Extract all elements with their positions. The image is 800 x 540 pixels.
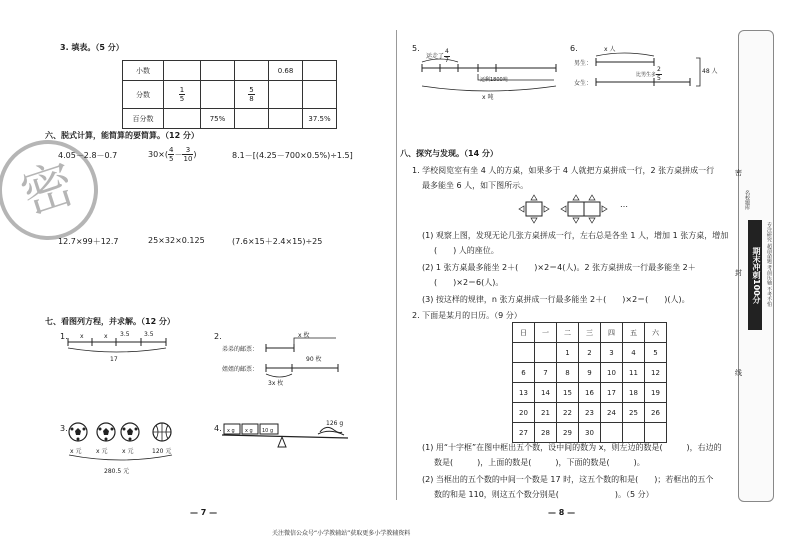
cal-cell: 1 — [557, 343, 579, 363]
s8-c1-line2: 数是( )，上面的数是( )，下面的数是( )。 — [434, 458, 645, 467]
fill-table — [122, 60, 337, 129]
soccer-ball-icon — [120, 422, 140, 442]
calc-expr-6: (7.6×15＋2.4×15)÷25 — [232, 237, 323, 246]
table-diagram — [516, 194, 656, 224]
p1-x2: x — [104, 333, 108, 340]
cal-cell: 2 — [579, 343, 601, 363]
cal-cell: 27 — [513, 423, 535, 443]
cal-cell: 19 — [645, 383, 667, 403]
cal-cell: 12 — [645, 363, 667, 383]
row-label-decimal: 小数 — [123, 61, 164, 81]
s8-sub2-line1: (2) 1 张方桌最多能坐 2＋( )×2＝4(人)。2 张方桌拼成一行最多能坐 2＋ — [422, 263, 696, 272]
q5-label: 运走了 $\frac{4}{7}$ — [426, 48, 449, 64]
q5-remain: 还剩1800吨 — [480, 77, 508, 83]
calendar-table — [512, 322, 667, 443]
s8-sub1-line2: ( ) 人的座位。 — [434, 246, 499, 255]
s8-sub3: (3) 按这样的规律，n 张方桌拼成一行最多能坐 2＋( )×2＝( )(人)。 — [422, 295, 690, 304]
s8-p2-title: 2. 下面是某月的日历。（9 分） — [412, 311, 522, 320]
cal-cell — [601, 423, 623, 443]
seal-label-feng: 封 — [735, 269, 742, 277]
p2-xmei: x 枚 — [298, 332, 310, 339]
cal-cell: 26 — [645, 403, 667, 423]
p3-number: 3. — [60, 424, 68, 433]
section-7-title: 七、看图列方程，并求解。（12 分） — [45, 317, 175, 326]
p4-w2: x g — [245, 428, 253, 434]
cal-cell: 6 — [513, 363, 535, 383]
seal-label-xian: 线 — [735, 369, 742, 377]
p1-total: 17 — [110, 356, 118, 363]
section-8-title: 八、探究与发现。（14 分） — [400, 149, 498, 158]
percent-cell-1: 75% — [201, 109, 235, 129]
soccer-ball-icon — [96, 422, 116, 442]
p4-number: 4. — [214, 424, 222, 433]
cal-cell — [623, 423, 645, 443]
cal-cell: 30 — [579, 423, 601, 443]
fraction-cell-1: $\frac{1}{5}$ — [164, 81, 201, 109]
calc-expr-1: 4.05－2.8－0.7 — [58, 151, 118, 160]
row-label-percent: 百分数 — [123, 109, 164, 129]
cal-cell: 23 — [579, 403, 601, 423]
cal-header: 四 — [601, 323, 623, 343]
p1-b: 3.5 — [144, 331, 154, 338]
section-6-title: 六、脱式计算，能简算的要简算。（12 分） — [45, 131, 199, 140]
s8-c2-line1: (2) 当框出的五个数的中间一个数是 17 时，这五个数的和是( )；若框出的五个 — [422, 475, 714, 484]
cal-header: 二 — [557, 323, 579, 343]
p2-ninety: 90 枚 — [306, 356, 322, 363]
p3-price: 120 元 — [152, 448, 172, 455]
cal-cell: 25 — [623, 403, 645, 423]
p1-number: 1. — [60, 332, 68, 341]
cal-cell: 14 — [535, 383, 557, 403]
p2-number: 2. — [214, 332, 222, 341]
cal-cell: 7 — [535, 363, 557, 383]
q6-boys-label: 男生： — [574, 60, 593, 67]
cal-header: 五 — [623, 323, 645, 343]
cal-cell: 16 — [579, 383, 601, 403]
p4-w1: x g — [227, 428, 235, 434]
cal-cell: 29 — [557, 423, 579, 443]
cal-cell: 15 — [557, 383, 579, 403]
q6-girls-label: 女生： — [574, 80, 593, 87]
p1-a: 3.5 — [120, 331, 130, 338]
p3-bracket — [68, 454, 174, 466]
row-label-fraction: 分数 — [123, 81, 164, 109]
cal-cell: 5 — [645, 343, 667, 363]
cal-row — [513, 363, 667, 383]
decimal-value: 0.68 — [269, 61, 303, 81]
cal-cell: 20 — [513, 403, 535, 423]
cal-cell: 11 — [623, 363, 645, 383]
sidebar-logo: 名校题库 — [744, 190, 750, 210]
q3-title: 3. 填表。（5 分） — [60, 43, 124, 52]
cal-row — [513, 403, 667, 423]
cal-cell: 24 — [601, 403, 623, 423]
s8-sub1-line1: (1) 观察上图，发现无论几张方桌拼成一行，左右总是各坐 1 人，增加 1 张方桌，增加 — [422, 231, 729, 240]
footer-note: 关注微信公众号“小学教辅站”获取更多小学教辅资料 — [272, 530, 411, 537]
cal-cell: 17 — [601, 383, 623, 403]
p3-total: 280.5 元 — [104, 468, 130, 475]
cal-cell: 13 — [513, 383, 535, 403]
cal-header: 日 — [513, 323, 535, 343]
table-diagram-ellipsis: … — [620, 200, 628, 209]
secret-stamp-watermark: 密 — [0, 127, 111, 253]
p2-sister-label: 姐姐的邮票： — [222, 366, 259, 373]
cal-row — [513, 423, 667, 443]
calc-expr-2: 30×( $\frac{4}{5}$ － $\frac{3}{10}$ ) — [148, 146, 197, 163]
p3-x1: x 元 — [70, 448, 82, 455]
cal-cell: 3 — [601, 343, 623, 363]
q6-compare: 比男生多 $\frac{2}{5}$ — [636, 66, 661, 82]
s8-c1-line1: (1) 用“十字框”在图中框出五个数，设中间的数为 x，则左边的数是( )，右边的 — [422, 443, 722, 452]
brand-slogan: 专注研究 超前命题 考前压轴 不考不怕 — [766, 222, 772, 307]
q6-total: 48 人 — [702, 68, 718, 75]
cal-cell: 18 — [623, 383, 645, 403]
q6-number: 6. — [570, 44, 578, 53]
calc-expr-4: 12.7×99＋12.7 — [58, 237, 119, 246]
brand-banner: 期末冲刺100分 — [748, 220, 762, 330]
q5-number: 5. — [412, 44, 420, 53]
p2-threex: 3x 枚 — [268, 380, 284, 387]
p1-x1: x — [80, 333, 84, 340]
soccer-ball-icon — [68, 422, 88, 442]
page-divider — [396, 30, 397, 500]
page-number-7: — 7 — — [190, 508, 218, 517]
cal-row — [513, 343, 667, 363]
cal-header: 六 — [645, 323, 667, 343]
cal-cell: 22 — [557, 403, 579, 423]
seal-label-mi: 密 — [735, 169, 742, 177]
s8-sub2-line2: ( )×2＝6(人)。 — [434, 278, 504, 287]
cal-cell — [645, 423, 667, 443]
q6-xren: x 人 — [604, 46, 616, 53]
cal-cell: 21 — [535, 403, 557, 423]
cal-cell: 9 — [579, 363, 601, 383]
cal-cell: 10 — [601, 363, 623, 383]
p3-x2: x 元 — [96, 448, 108, 455]
cal-header: 三 — [579, 323, 601, 343]
cal-header: 一 — [535, 323, 557, 343]
s8-p1-line2: 最多能坐 6 人，如下图所示。 — [422, 181, 529, 190]
q5-total: x 吨 — [482, 94, 494, 101]
cal-cell — [535, 343, 557, 363]
s8-p1-line1: 1. 学校阅览室有坐 4 人的方桌，如果多于 4 人就把方桌拼成一行，2 张方桌拼成一行 — [412, 166, 715, 175]
s8-c2-line2: 数的和是 110，则这五个数分别是( )。（5 分） — [434, 490, 654, 499]
fraction-cell-2: $\frac{5}{8}$ — [235, 81, 269, 109]
cal-cell: 4 — [623, 343, 645, 363]
p4-w3: 10 g — [262, 428, 274, 434]
p2-brother-label: 弟弟的邮票： — [222, 346, 259, 353]
calc-expr-3: 8.1－[(4.25－700×0.5%)÷1.5] — [232, 151, 353, 160]
page-number-8: — 8 — — [548, 508, 576, 517]
cal-cell: 8 — [557, 363, 579, 383]
basketball-icon — [152, 422, 172, 442]
calc-expr-5: 25×32×0.125 — [148, 236, 205, 245]
p4-right: 126 g — [326, 420, 344, 427]
p3-x3: x 元 — [122, 448, 134, 455]
cal-cell: 28 — [535, 423, 557, 443]
cal-cell — [513, 343, 535, 363]
percent-cell-2: 37.5% — [303, 109, 337, 129]
cal-row — [513, 383, 667, 403]
